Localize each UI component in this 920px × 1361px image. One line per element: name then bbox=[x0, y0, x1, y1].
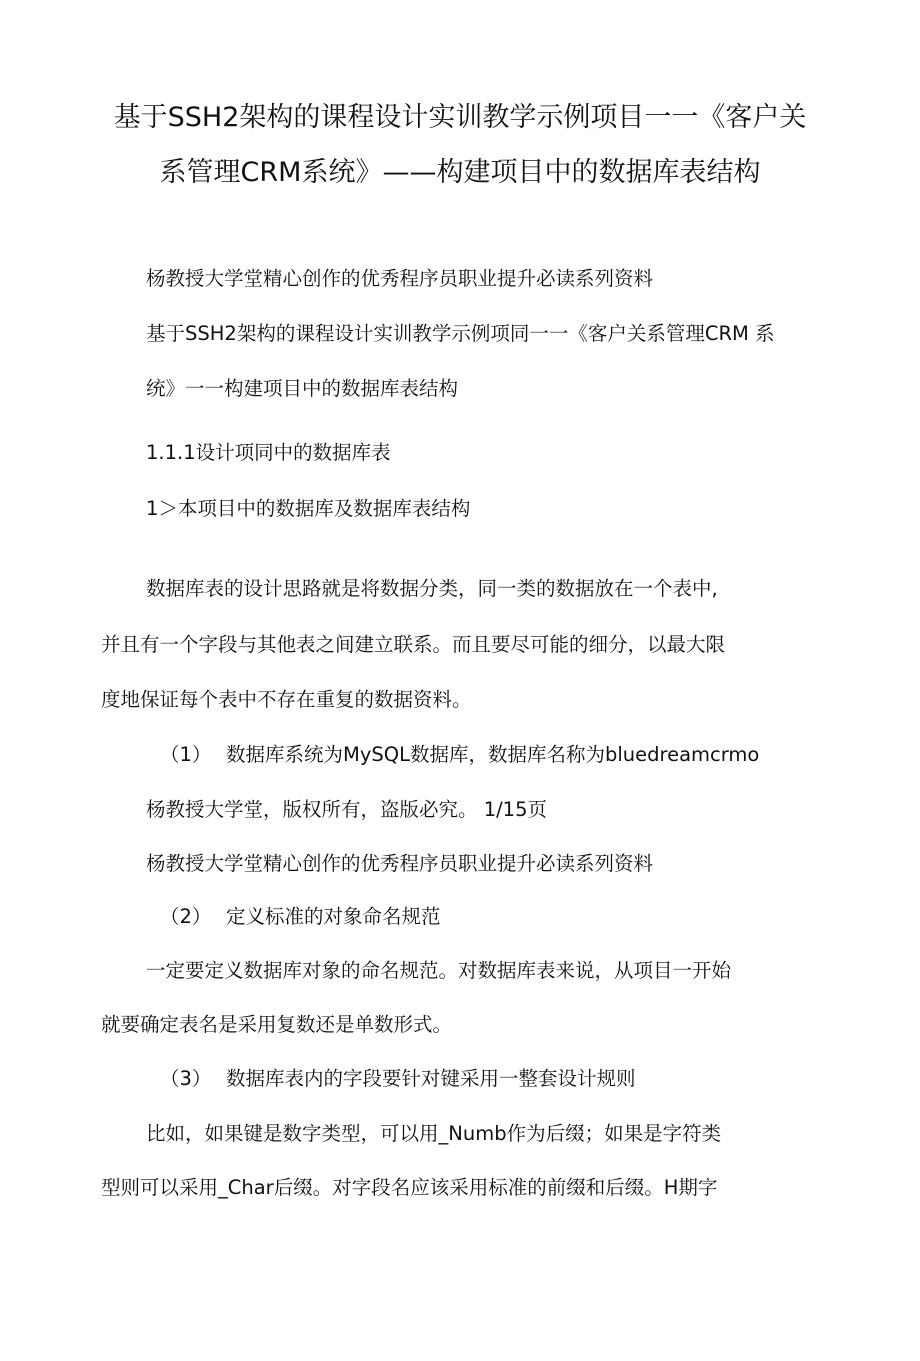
series-header-repeat: 杨教授大学堂精心创作的优秀程序员职业提升必读系列资料 bbox=[146, 852, 654, 875]
page-footer: 杨教授大学堂，版权所有，盗版必究。 1/15页 bbox=[146, 798, 547, 821]
section-heading: 1.1.1设计项同中的数据库表 bbox=[146, 441, 391, 464]
paragraph-2-line-1: 一定要定义数据库对象的命名规范。对数据库表来说，从项目一开始 bbox=[146, 959, 732, 982]
document-title-line-1: 基于SSH2架构的课程设计实训教学示例项目一一《客户关 bbox=[113, 102, 807, 133]
document-title-line-2: 系管理CRM系统》——构建项目中的数据库表结构 bbox=[159, 157, 761, 188]
list-item-3-number: （3） bbox=[160, 1067, 212, 1090]
list-item-1-number: （1） bbox=[160, 743, 212, 766]
list-item-2 bbox=[160, 904, 441, 930]
paragraph-1-line-1: 数据库表的设计思路就是将数据分类，同一类的数据放在一个表中, bbox=[146, 577, 718, 600]
subsection-heading: 1＞本项目中的数据库及数据库表结构 bbox=[146, 497, 471, 520]
paragraph-1-line-3: 度地保证每个表中不存在重复的数据资料。 bbox=[101, 688, 472, 711]
list-item-3 bbox=[160, 1066, 636, 1092]
list-item-2-text: 定义标准的对象命名规范 bbox=[226, 905, 441, 928]
list-item-1 bbox=[160, 742, 759, 768]
list-item-3-text: 数据库表内的字段要针对键采用一整套设计规则 bbox=[226, 1067, 636, 1090]
list-item-1-text: 数据库系统为MySQL数据库，数据库名称为bluedreamcrmo bbox=[226, 743, 760, 766]
paragraph-3-line-1: 比如，如果键是数字类型，可以用_Numb作为后缀；如果是字符类 bbox=[146, 1122, 722, 1145]
subtitle-line-1: 基于SSH2架构的课程设计实训教学示例项同一一《客户关系管理CRM 系 bbox=[146, 322, 775, 345]
paragraph-1-line-2: 并且有一个字段与其他表之间建立联系。而且要尽可能的细分，以最大限 bbox=[101, 633, 726, 656]
list-item-2-number: （2） bbox=[160, 905, 212, 928]
series-header: 杨教授大学堂精心创作的优秀程序员职业提升必读系列资料 bbox=[146, 267, 654, 290]
subtitle-line-2: 统》一一构建项目中的数据库表结构 bbox=[146, 377, 459, 400]
paragraph-3-line-2: 型则可以采用_Char后缀。对字段名应该采用标准的前缀和后缀。H期字 bbox=[101, 1176, 718, 1199]
paragraph-2-line-2: 就要确定表名是采用复数还是单数形式。 bbox=[101, 1013, 453, 1036]
